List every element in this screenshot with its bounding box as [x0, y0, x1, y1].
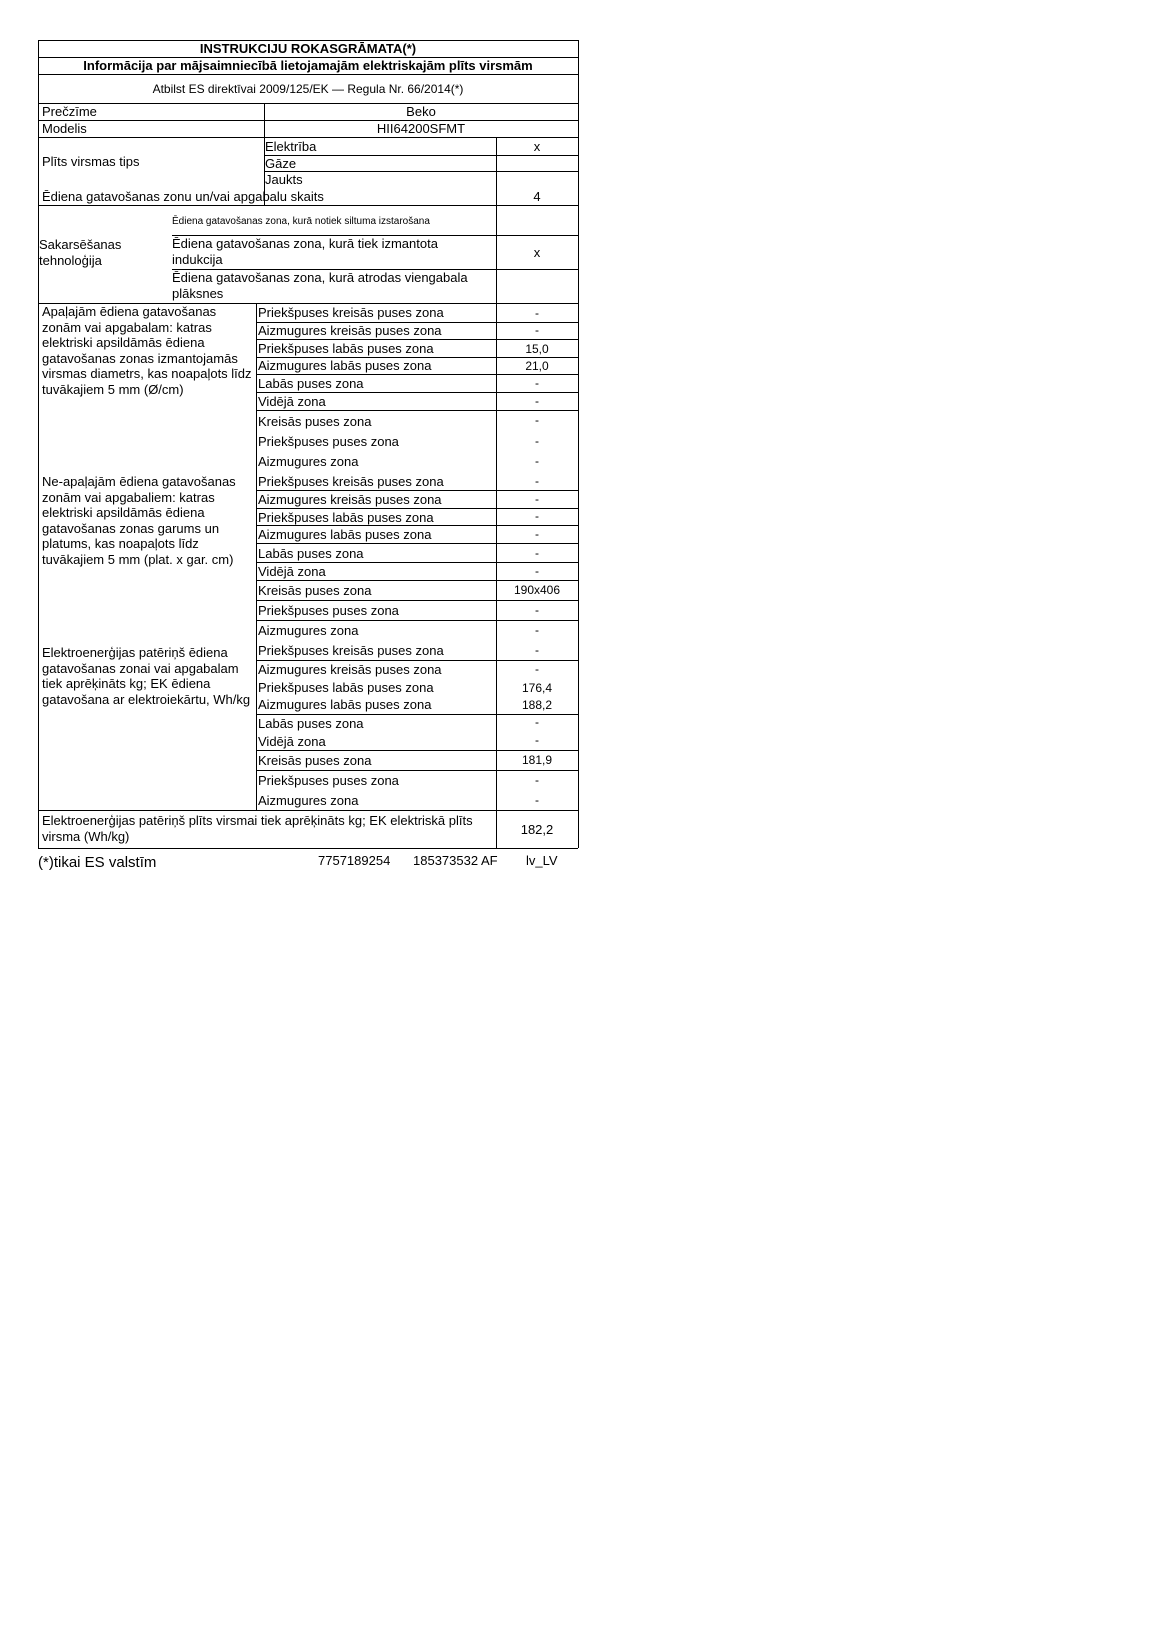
zone-label: Priekšpuses labās puses zona	[258, 510, 434, 525]
hob-type-option-value: x	[533, 139, 541, 154]
model-value: HII64200SFMT	[376, 121, 466, 136]
zone-label: Aizmugures kreisās puses zona	[258, 492, 442, 507]
zone-label: Priekšpuses puses zona	[258, 773, 399, 788]
zone-count-value: 4	[533, 189, 541, 204]
rule	[38, 848, 578, 849]
zone-label: Aizmugures labās puses zona	[258, 697, 432, 712]
zone-value: -	[535, 662, 539, 676]
zone-value: -	[535, 376, 539, 390]
nonround-section-label: Ne-apaļajām ēdiena gatavošanas zonām vai apgabaliem: katras elektriski apsildāmās ēdiena gatavošanas zonas garums un platums, kas noapaļots līdz tuvākajiem 5 mm (plat. x gar. cm)	[42, 474, 236, 567]
zone-label: Aizmugures labās puses zona	[258, 527, 432, 542]
heating-option-label: Ēdiena gatavošanas zona, kurā tiek izmantota indukcija	[172, 236, 438, 267]
zone-label: Vidējā zona	[258, 734, 326, 749]
zone-value: 21,0	[525, 359, 549, 373]
document-subtitle: Informācija par mājsaimniecībā lietojamajām elektriskajām plīts virsmām	[83, 58, 533, 73]
zone-value: -	[535, 323, 539, 337]
hob-type-label: Plīts virsmas tips	[42, 154, 140, 169]
zone-label: Aizmugures zona	[258, 454, 359, 469]
document-title: INSTRUKCIJU ROKASGRĀMATA(*)	[199, 41, 417, 56]
zone-label: Kreisās puses zona	[258, 414, 372, 429]
zone-value: -	[535, 546, 539, 560]
footer-locale: lv_LV	[526, 853, 558, 868]
zone-value: -	[535, 793, 539, 807]
zone-value: -	[535, 434, 539, 448]
zone-value: -	[535, 623, 539, 637]
rule	[38, 40, 39, 848]
brand-label: Prečzīme	[42, 104, 97, 119]
heating-label: Sakarsēšanas tehnoloģija	[39, 237, 122, 268]
rule	[38, 205, 578, 206]
footer-code: 185373532 AF	[413, 853, 498, 868]
zone-label: Vidējā zona	[258, 564, 326, 579]
zone-label: Labās puses zona	[258, 376, 364, 391]
zone-value: -	[535, 773, 539, 787]
rule	[256, 339, 578, 340]
zone-label: Priekšpuses kreisās puses zona	[258, 474, 444, 489]
zone-label: Priekšpuses kreisās puses zona	[258, 643, 444, 658]
rule	[256, 410, 578, 411]
rule	[256, 660, 578, 661]
rule	[256, 490, 578, 491]
heating-option-value: x	[533, 245, 541, 260]
zone-value: 188,2	[521, 698, 553, 712]
rule	[256, 580, 578, 581]
heating-option-label: Ēdiena gatavošanas zona, kurā notiek siltuma izstarošana	[172, 216, 430, 227]
zone-value: -	[535, 603, 539, 617]
rule	[264, 155, 578, 156]
footer-code: 7757189254	[318, 853, 391, 868]
total-label: Elektroenerģijas patēriņš plīts virsmai tiek aprēķināts kg; EK elektriskā plīts virsma (Wh/kg)	[42, 813, 473, 844]
zone-value: -	[535, 413, 539, 427]
hob-type-option-label: Elektrība	[265, 139, 317, 154]
zone-label: Vidējā zona	[258, 394, 326, 409]
zone-label: Labās puses zona	[258, 716, 364, 731]
zone-value: -	[535, 492, 539, 506]
energy-section-label: Elektroenerģijas patēriņš ēdiena gatavošanas zonai vai apgabalam tiek aprēķināts kg; EK ēdiena gatavošana ar elektroiekārtu, Wh/kg	[42, 645, 251, 707]
zone-value: -	[535, 454, 539, 468]
rule	[256, 600, 578, 601]
rule	[256, 543, 578, 544]
rule	[38, 74, 578, 75]
rule	[578, 40, 579, 848]
zone-value: 181,9	[521, 753, 553, 767]
rule	[256, 562, 578, 563]
zone-value: -	[535, 306, 539, 320]
rule	[256, 750, 578, 751]
rule	[38, 137, 578, 138]
heating-option-label: Ēdiena gatavošanas zona, kurā atrodas viengabala plāksnes	[172, 270, 468, 301]
zone-label: Aizmugures labās puses zona	[258, 358, 432, 373]
zone-label: Kreisās puses zona	[258, 583, 372, 598]
zone-value: -	[535, 509, 539, 523]
zone-value: -	[535, 643, 539, 657]
zone-value: 176,4	[521, 681, 553, 695]
zone-label: Priekšpuses labās puses zona	[258, 680, 434, 695]
zone-label: Labās puses zona	[258, 546, 364, 561]
brand-value: Beko	[406, 104, 436, 119]
zone-label: Aizmugures zona	[258, 793, 359, 808]
zone-label: Priekšpuses kreisās puses zona	[258, 305, 444, 320]
rule	[256, 620, 578, 621]
rule	[264, 171, 578, 172]
zone-label: Aizmugures kreisās puses zona	[258, 662, 442, 677]
zone-value: -	[535, 733, 539, 747]
zone-value: -	[535, 474, 539, 488]
zone-value: 15,0	[525, 342, 549, 356]
hob-type-option-label: Jaukts	[265, 172, 303, 187]
total-value: 182,2	[520, 822, 554, 837]
zone-label: Aizmugures kreisās puses zona	[258, 323, 442, 338]
zone-value: -	[535, 394, 539, 408]
zone-value: -	[535, 564, 539, 578]
rule	[256, 303, 257, 810]
round-section-label: Apaļajām ēdiena gatavošanas zonām vai apgabalam: katras elektriski apsildāmās ēdiena gatavošanas zonas izmantojamās virsmas diametrs, kas noapaļots līdz tuvākajiem 5 mm (Ø/cm)	[42, 304, 252, 397]
footer-note: (*)tikai ES valstīm	[38, 854, 157, 871]
rule	[38, 810, 578, 811]
rule	[496, 137, 497, 303]
zone-label: Priekšpuses puses zona	[258, 434, 399, 449]
rule	[256, 770, 578, 771]
hob-type-option-label: Gāze	[265, 156, 297, 171]
rule	[256, 392, 578, 393]
zone-count-label: Ēdiena gatavošanas zonu un/vai apgabalu skaits	[42, 189, 324, 204]
zone-label: Priekšpuses puses zona	[258, 603, 399, 618]
zone-value: 190x406	[513, 583, 561, 597]
zone-label: Aizmugures zona	[258, 623, 359, 638]
zone-value: -	[535, 527, 539, 541]
zone-label: Kreisās puses zona	[258, 753, 372, 768]
zone-label: Priekšpuses labās puses zona	[258, 341, 434, 356]
directive-note: Atbilst ES direktīvai 2009/125/EK — Regula Nr. 66/2014(*)	[152, 82, 464, 96]
zone-value: -	[535, 715, 539, 729]
model-label: Modelis	[42, 121, 87, 136]
